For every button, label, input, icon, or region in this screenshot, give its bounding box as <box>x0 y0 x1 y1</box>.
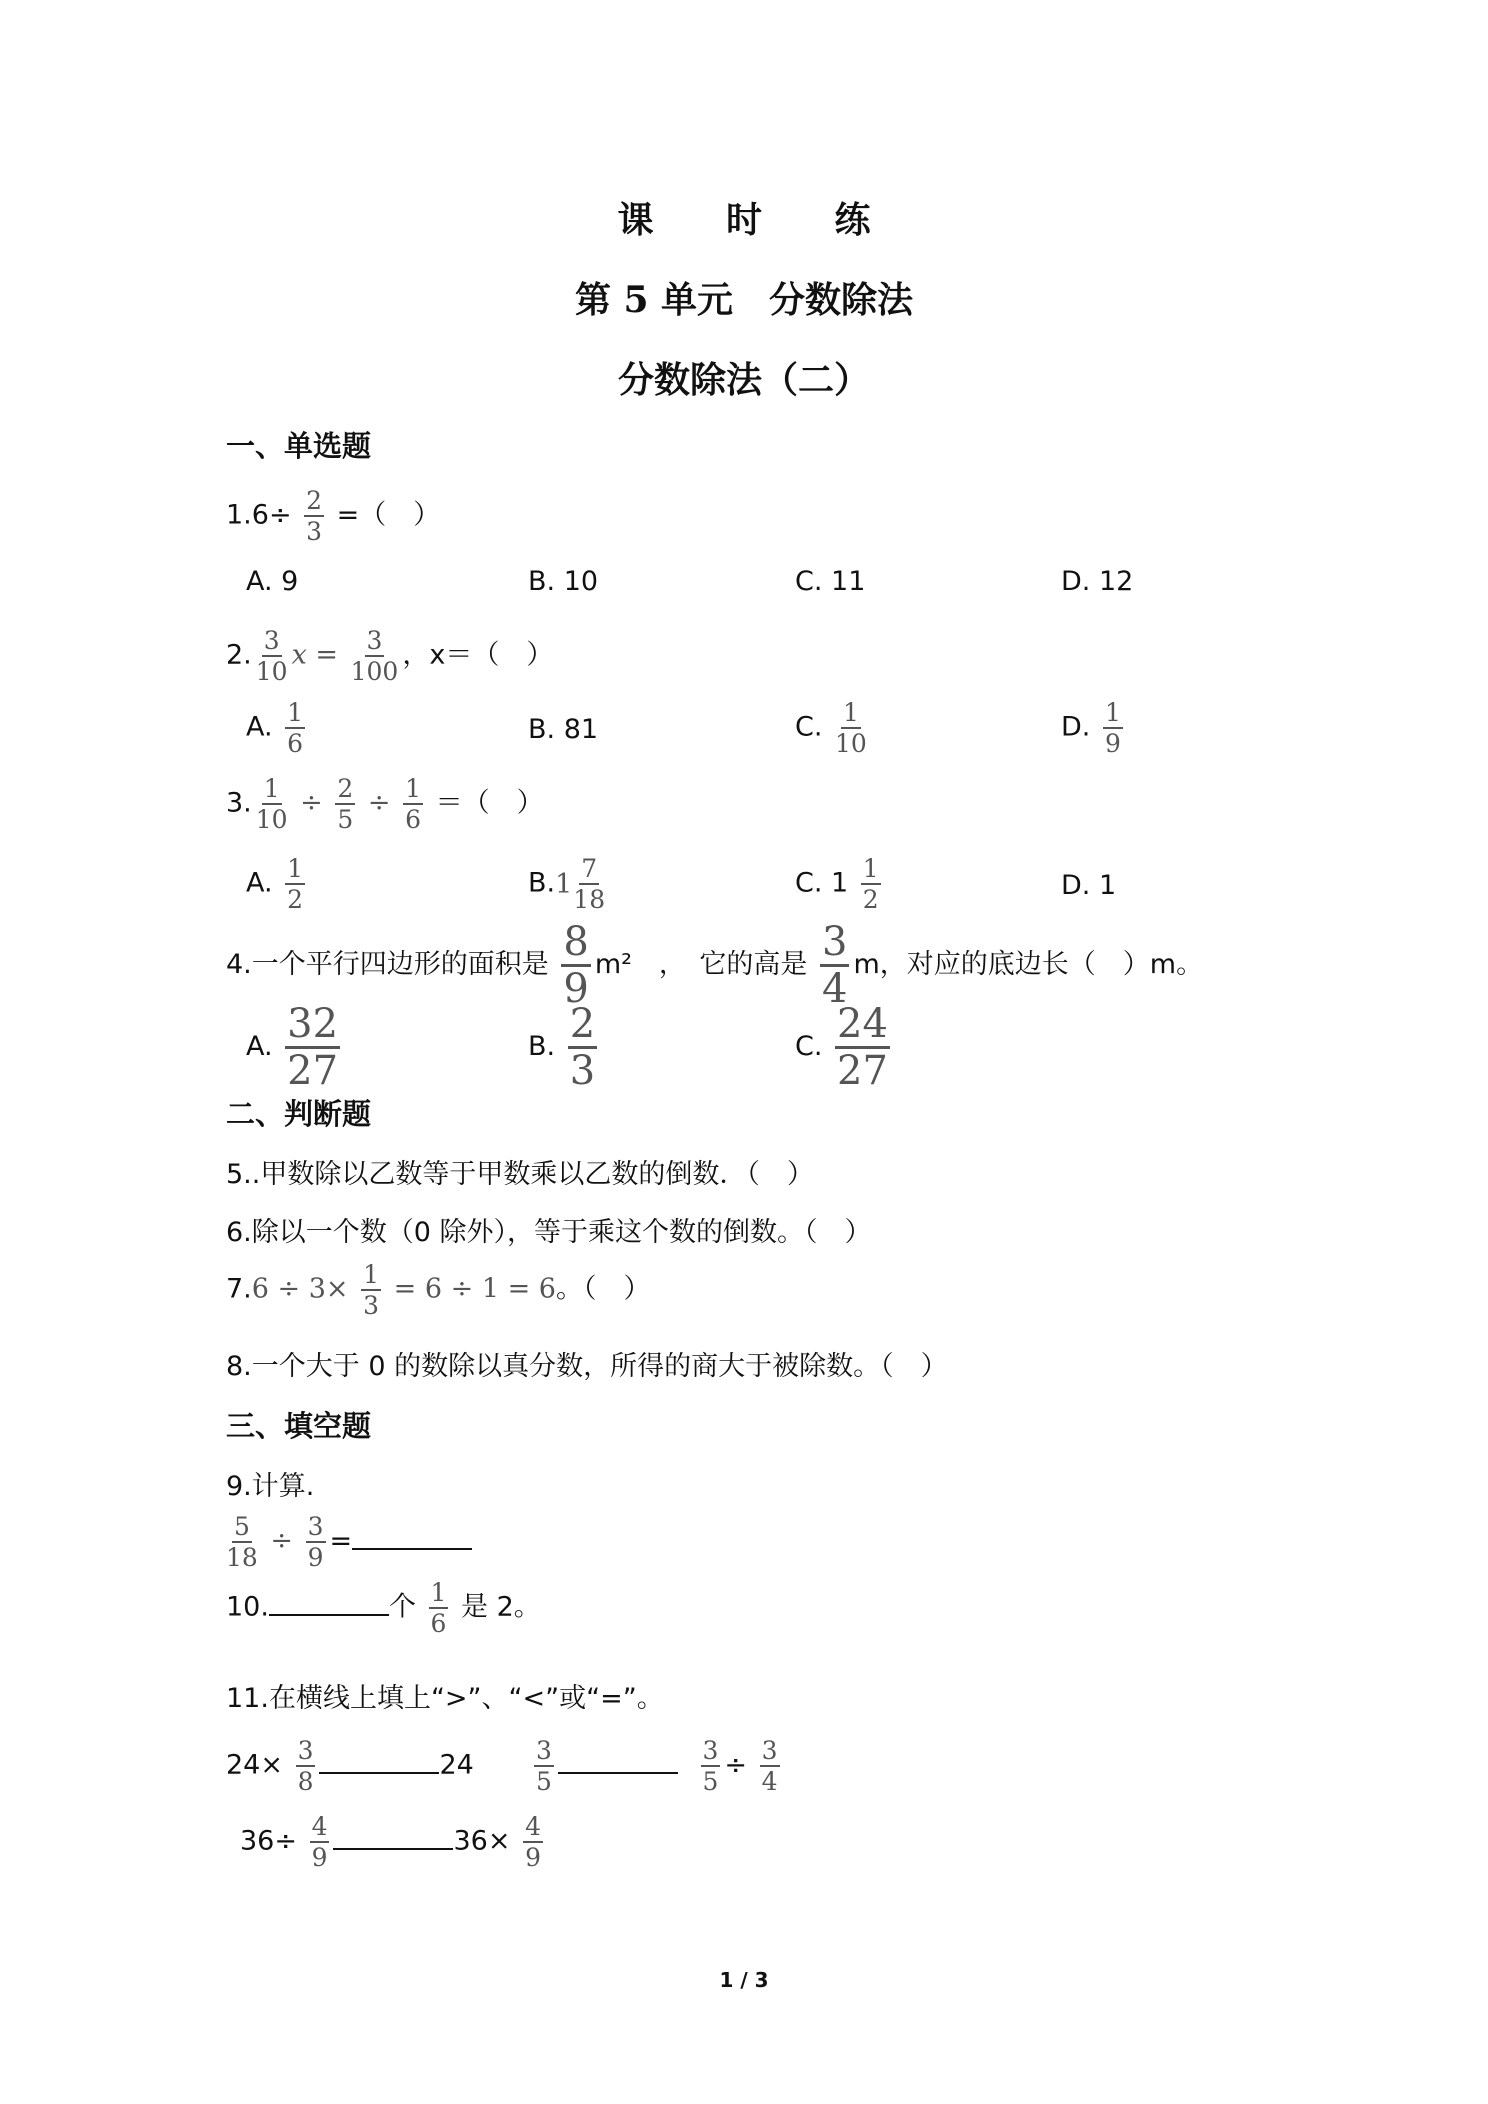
question-1-suffix: =（ ） <box>336 499 441 531</box>
question-5: 5..甲数除以乙数等于甲数乘以乙数的倒数．（ ） <box>226 1159 814 1190</box>
fraction: $\frac{3}{4}$ <box>822 919 848 1012</box>
fraction: $\frac{3}{5}$ <box>702 1736 719 1796</box>
page-title: 课 时 练 <box>617 199 901 241</box>
variable-x: x <box>291 639 307 671</box>
option-label: B. <box>528 1031 556 1062</box>
option-3a[interactable] <box>246 856 309 912</box>
question-11-row2 <box>240 1814 547 1870</box>
fraction: $\frac{4}{9}$ <box>311 1812 328 1872</box>
option-2c[interactable] <box>795 700 871 756</box>
question-4-suffix: m，对应的底边长（ ）m。 <box>853 949 1204 980</box>
fraction: $\frac{24}{27}$ <box>837 1001 888 1094</box>
unit-title: 第 5 单元 分数除法 <box>574 279 914 321</box>
option-3d[interactable]: D. 1 <box>1061 870 1117 901</box>
fraction: $\frac{5}{18}$ <box>226 1512 258 1572</box>
option-3b[interactable] <box>528 856 609 912</box>
fraction: $\frac{8}{9}$ <box>563 919 589 1012</box>
fraction: $\frac{2}{5}$ <box>337 774 354 834</box>
fraction: $\frac{3}{9}$ <box>307 1512 324 1572</box>
question-10-suffix: 是 2。 <box>461 1591 541 1623</box>
equals-sign: = <box>315 639 339 671</box>
fraction: $\frac{1}{6}$ <box>430 1578 447 1638</box>
fraction: $\frac{1}{9}$ <box>1104 698 1121 758</box>
option-label: C. <box>795 711 823 743</box>
expression: 6 ÷ 3× <box>251 1273 349 1305</box>
fraction: $\frac{3}{10}$ <box>255 626 288 686</box>
fraction: $\frac{32}{27}$ <box>287 1001 339 1094</box>
question-8: 8.一个大于 0 的数除以真分数，所得的商大于被除数。（ ） <box>226 1351 948 1382</box>
answer-blank[interactable] <box>319 1772 439 1774</box>
fraction: $\frac{1}{2}$ <box>287 854 304 914</box>
question-3-prefix: 3. <box>226 787 252 819</box>
option-1a[interactable]: A. 9 <box>246 566 299 597</box>
question-11-row1b <box>530 1738 784 1794</box>
option-label: A. <box>246 711 273 743</box>
fraction: $\frac{1}{10}$ <box>255 774 288 834</box>
option-label: A. <box>246 1031 273 1062</box>
option-label: C. <box>795 1031 823 1062</box>
section-true-false-title: 二、判断题 <box>226 1097 372 1131</box>
question-3-suffix: ＝（ ） <box>435 787 544 819</box>
question-4-middle: m² ， 它的高是 <box>594 949 808 980</box>
option-3c[interactable] <box>795 856 885 912</box>
question-2-prefix: 2. <box>226 639 252 671</box>
fraction: $\frac{3}{4}$ <box>761 1736 778 1796</box>
answer-blank[interactable] <box>352 1548 472 1550</box>
question-10 <box>226 1580 541 1636</box>
option-2d[interactable] <box>1061 700 1127 756</box>
option-4a[interactable] <box>246 1001 344 1094</box>
fraction: $\frac{4}{9}$ <box>525 1812 541 1872</box>
answer-blank[interactable] <box>269 1614 389 1616</box>
question-11-row1a <box>226 1738 474 1794</box>
question-4-prefix: 4.一个平行四边形的面积是 <box>226 949 549 980</box>
answer-blank[interactable] <box>333 1848 453 1850</box>
expression: 36÷ <box>240 1825 297 1857</box>
answer-blank[interactable] <box>558 1772 678 1774</box>
fraction: $\frac{3}{8}$ <box>297 1736 314 1796</box>
option-label: B. <box>528 867 556 899</box>
section-single-choice-title: 一、单选题 <box>226 429 372 463</box>
divide-sign: ÷ <box>300 787 323 819</box>
option-1b[interactable]: B. 10 <box>528 566 599 597</box>
question-7-suffix: 。（ ） <box>555 1273 651 1305</box>
question-7 <box>226 1262 650 1318</box>
divide-sign: ÷ <box>724 1749 748 1781</box>
fraction: $\frac{3}{100}$ <box>350 626 399 686</box>
fraction: $\frac{2}{3}$ <box>569 1001 596 1094</box>
question-3 <box>226 776 544 832</box>
question-10-middle: 个 <box>388 1591 416 1623</box>
option-4c[interactable] <box>795 1001 894 1094</box>
question-4 <box>226 919 1204 1012</box>
expression: 24× <box>226 1749 283 1781</box>
lesson-title: 分数除法（二） <box>617 359 870 401</box>
page-number: 1 / 3 <box>719 1968 769 1992</box>
divide-sign: ÷ <box>367 787 391 819</box>
expression: 24 <box>439 1749 474 1781</box>
question-6: 6.除以一个数（0 除外），等于乘这个数的倒数。（ ） <box>226 1217 872 1248</box>
question-1 <box>226 488 440 544</box>
option-label: C. 1 <box>795 867 849 899</box>
question-9-expression <box>226 1514 472 1570</box>
question-2 <box>226 628 553 684</box>
question-9-label: 9.计算. <box>226 1471 315 1502</box>
option-2a[interactable] <box>246 700 309 756</box>
expression: = 6 ÷ 1 = 6 <box>393 1273 556 1305</box>
equals-sign: = <box>329 1525 353 1557</box>
fraction: $\frac{1}{3}$ <box>363 1260 380 1320</box>
expression: 36× <box>453 1825 511 1857</box>
section-fill-blank-title: 三、填空题 <box>226 1409 372 1443</box>
mixed-number: 1 $\frac{7}{18}$ <box>555 854 606 914</box>
question-7-prefix: 7. <box>226 1273 252 1305</box>
option-4b[interactable] <box>528 1001 601 1094</box>
fraction: $\frac{1}{6}$ <box>287 698 304 758</box>
option-1c[interactable]: C. 11 <box>795 566 866 597</box>
divide-sign: ÷ <box>270 1525 294 1557</box>
question-1-prefix: 1.6÷ <box>226 499 292 531</box>
option-label: A. <box>246 867 273 899</box>
question-10-prefix: 10. <box>226 1591 269 1623</box>
option-1d[interactable]: D. 12 <box>1061 566 1134 597</box>
question-2-suffix: ，x＝（ ） <box>402 639 554 671</box>
option-2b[interactable]: B. 81 <box>528 714 599 745</box>
option-label: D. <box>1061 711 1091 743</box>
fraction: $\frac{1}{2}$ <box>862 854 879 914</box>
fraction: $\frac{2}{3}$ <box>306 486 323 546</box>
fraction: $\frac{1}{10}$ <box>835 698 867 758</box>
fraction: $\frac{3}{5}$ <box>536 1736 552 1796</box>
fraction: $\frac{1}{6}$ <box>405 774 422 834</box>
question-11-label: 11.在横线上填上“>”、“<”或“=”。 <box>226 1683 664 1714</box>
